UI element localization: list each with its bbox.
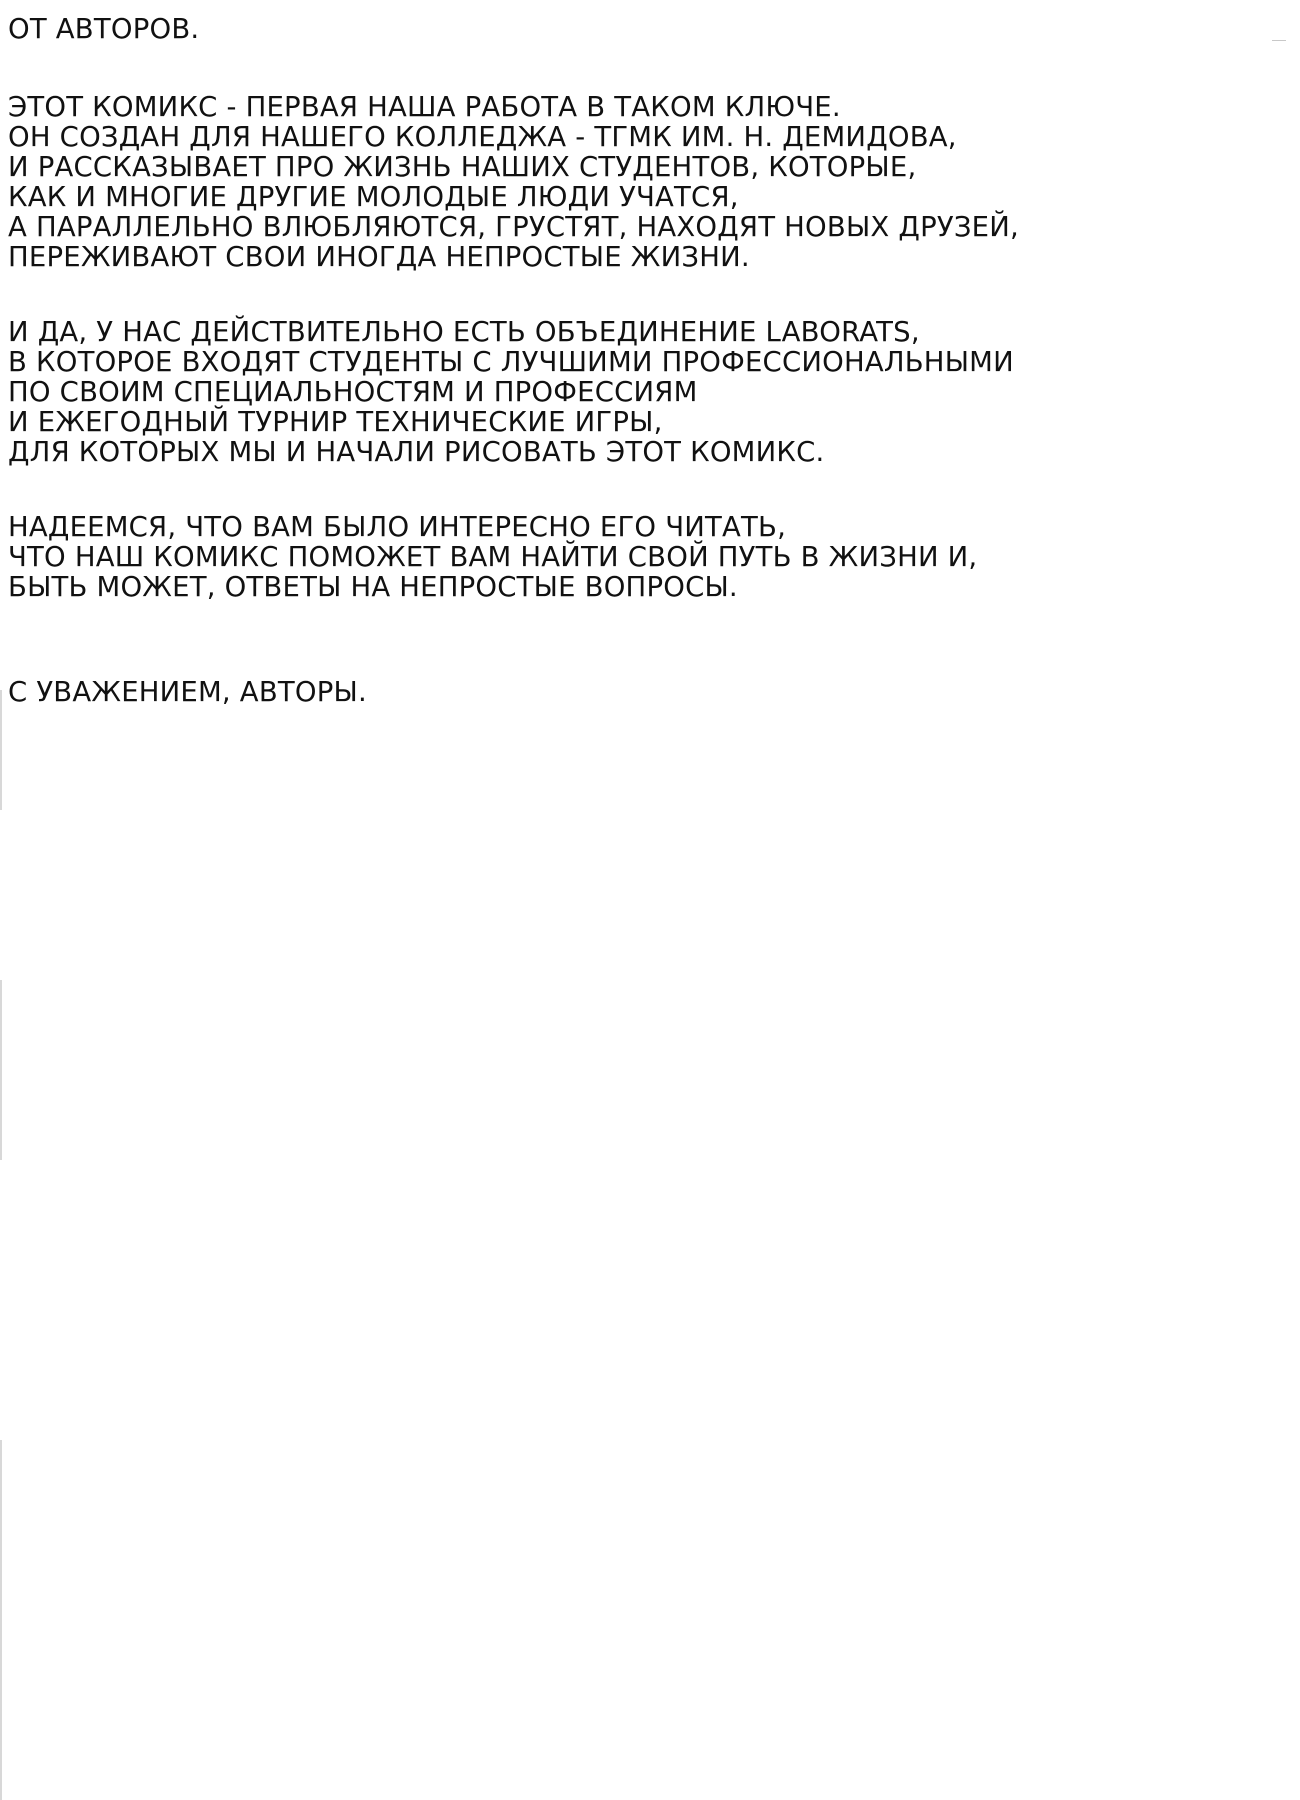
page-edge-mark xyxy=(0,1440,2,1800)
paragraph-about-comic xyxy=(8,92,1293,272)
paragraph-line: ОН СОЗДАН ДЛЯ НАШЕГО КОЛЛЕДЖА - ТГМК ИМ. Н. ДЕМИДОВА, xyxy=(8,121,957,153)
page-edge-mark xyxy=(0,980,2,1160)
paragraph-line: БЫТЬ МОЖЕТ, ОТВЕТЫ НА НЕПРОСТЫЕ ВОПРОСЫ. xyxy=(8,571,738,603)
paragraph-line: ДЛЯ КОТОРЫХ МЫ И НАЧАЛИ РИСОВАТЬ ЭТОТ КОМИКС. xyxy=(8,436,825,468)
note-heading: ОТ АВТОРОВ. xyxy=(8,13,200,45)
authors-note xyxy=(8,14,1293,707)
paragraph-line: ЭТОТ КОМИКС - ПЕРВАЯ НАША РАБОТА В ТАКОМ КЛЮЧЕ. xyxy=(8,91,841,123)
paragraph-hope xyxy=(8,512,1293,602)
paragraph-line: ПО СВОИМ СПЕЦИАЛЬНОСТЯМ И ПРОФЕССИЯМ xyxy=(8,376,698,408)
paragraph-line: И ДА, У НАС ДЕЙСТВИТЕЛЬНО ЕСТЬ ОБЪЕДИНЕНИЕ LABORATS, xyxy=(8,316,920,348)
paragraph-line: НАДЕЕМСЯ, ЧТО ВАМ БЫЛО ИНТЕРЕСНО ЕГО ЧИТАТЬ, xyxy=(8,511,787,543)
paragraph-line: ПЕРЕЖИВАЮТ СВОИ ИНОГДА НЕПРОСТЫЕ ЖИЗНИ. xyxy=(8,241,750,273)
paragraph-line: И ЕЖЕГОДНЫЙ ТУРНИР ТЕХНИЧЕСКИЕ ИГРЫ, xyxy=(8,406,663,438)
paragraph-laborats xyxy=(8,317,1293,467)
paragraph-line: И РАССКАЗЫВАЕТ ПРО ЖИЗНЬ НАШИХ СТУДЕНТОВ, КОТОРЫЕ, xyxy=(8,151,917,183)
paragraph-line: ЧТО НАШ КОМИКС ПОМОЖЕТ ВАМ НАЙТИ СВОЙ ПУТЬ В ЖИЗНИ И, xyxy=(8,541,978,573)
signature: С УВАЖЕНИЕМ, АВТОРЫ. xyxy=(8,676,367,708)
paragraph-line: А ПАРАЛЛЕЛЬНО ВЛЮБЛЯЮТСЯ, ГРУСТЯТ, НАХОДЯТ НОВЫХ ДРУЗЕЙ, xyxy=(8,211,1019,243)
page-edge-mark xyxy=(0,690,2,810)
paragraph-line: КАК И МНОГИЕ ДРУГИЕ МОЛОДЫЕ ЛЮДИ УЧАТСЯ, xyxy=(8,181,739,213)
paragraph-line: В КОТОРОЕ ВХОДЯТ СТУДЕНТЫ С ЛУЧШИМИ ПРОФЕССИОНАЛЬНЫМИ xyxy=(8,346,1014,378)
